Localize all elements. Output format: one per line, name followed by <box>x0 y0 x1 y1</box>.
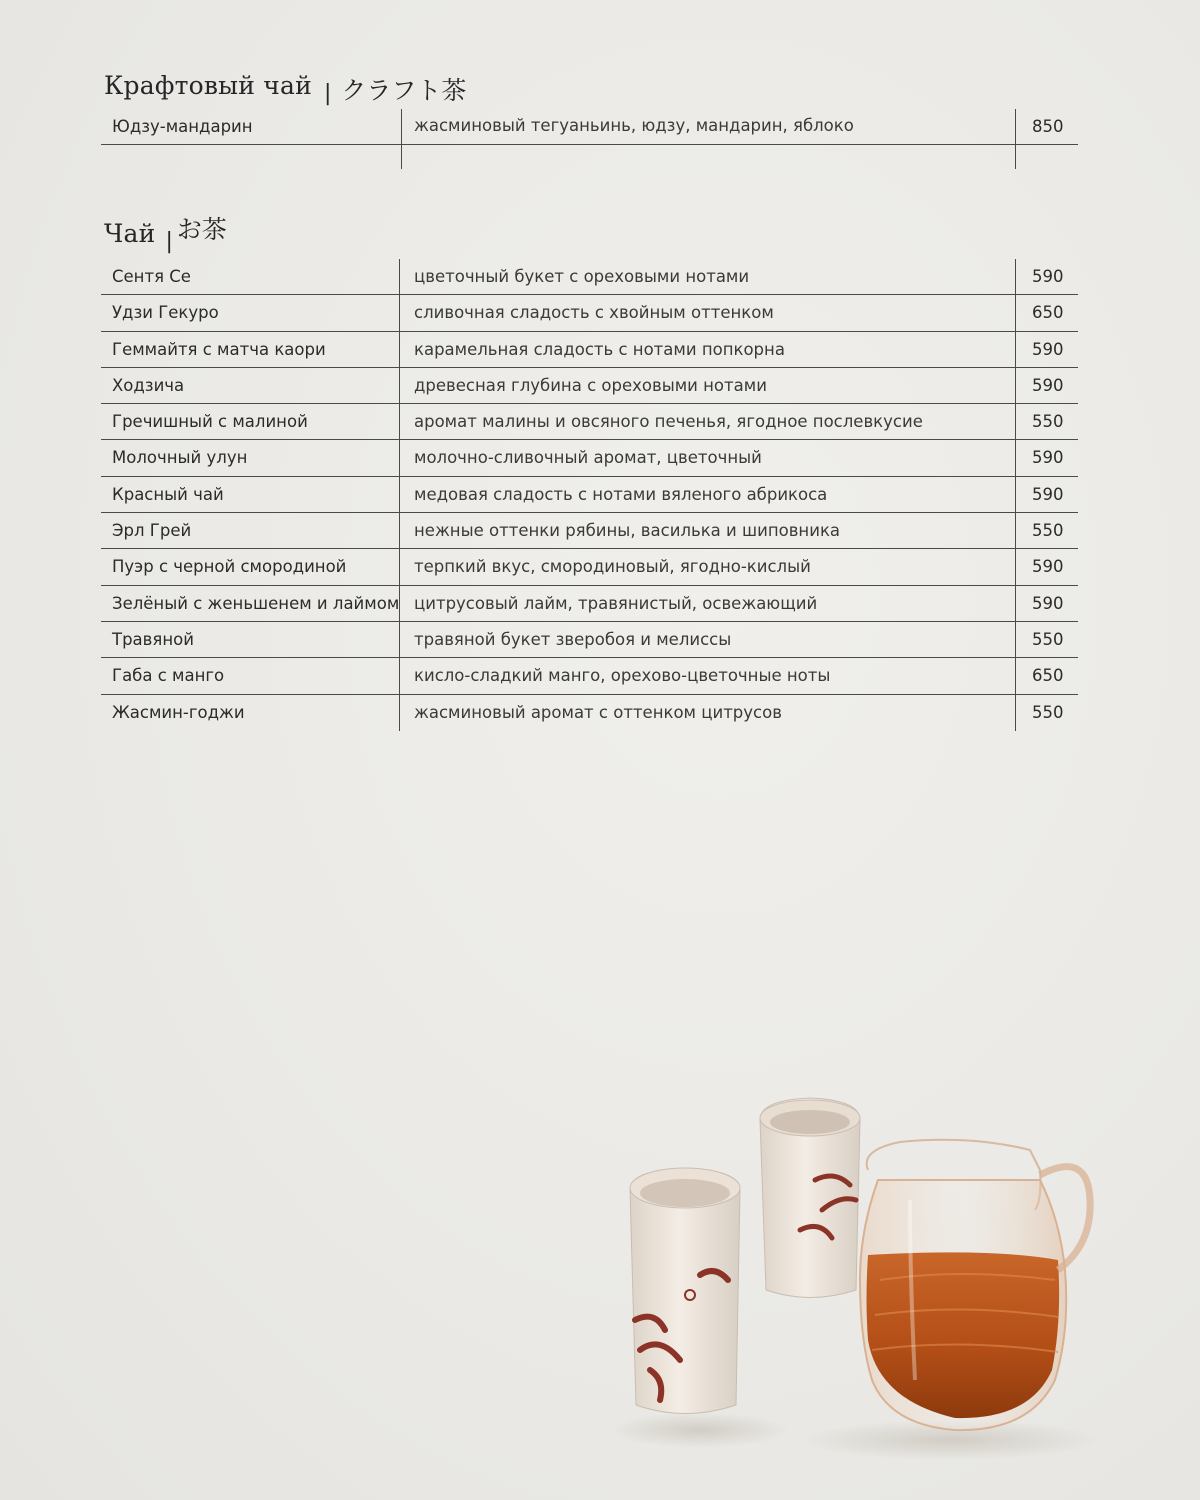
menu-row <box>101 622 1078 658</box>
item-name: Габа с манго <box>112 666 225 686</box>
item-name: Юдзу-мандарин <box>112 117 253 136</box>
column-divider <box>399 259 400 731</box>
item-price: 650 <box>1032 666 1064 686</box>
menu-row <box>101 549 1078 585</box>
item-name: Красный чай <box>112 484 224 504</box>
menu-row <box>101 695 1078 731</box>
craft-tea-heading <box>104 64 467 106</box>
item-description: жасминовый аромат с оттенком цитрусов <box>414 702 782 722</box>
glass-pitcher <box>860 1140 1090 1430</box>
item-price: 550 <box>1032 412 1064 432</box>
menu-row <box>101 586 1078 622</box>
item-price: 590 <box>1032 557 1064 577</box>
menu-row <box>101 513 1078 549</box>
menu-row <box>101 440 1078 476</box>
tea-title-jp: お茶 <box>176 215 227 244</box>
item-price: 550 <box>1032 521 1064 541</box>
item-description: кисло-сладкий манго, орехово-цветочные ноты <box>414 666 831 686</box>
item-price: 550 <box>1032 629 1064 649</box>
menu-row <box>101 404 1078 440</box>
tea-cups-and-glass-pitcher-photo <box>610 1080 1110 1460</box>
tea-title: Чай <box>104 219 156 248</box>
column-divider <box>1015 109 1016 169</box>
menu-row <box>101 477 1078 513</box>
menu-row <box>101 109 1078 145</box>
item-name: Молочный улун <box>112 448 248 468</box>
item-price: 590 <box>1032 448 1064 468</box>
item-name: Гречишный с малиной <box>112 412 308 432</box>
tea-table <box>101 259 1078 731</box>
item-description: жасминовый тегуаньинь, юдзу, мандарин, яблоко <box>414 116 854 135</box>
item-name: Травяной <box>112 629 194 649</box>
item-name: Жасмин-годжи <box>112 702 245 722</box>
item-price: 590 <box>1032 375 1064 395</box>
item-description: карамельная сладость с нотами попкорна <box>414 339 785 359</box>
column-divider <box>401 109 402 169</box>
column-divider <box>1015 259 1016 731</box>
item-description: травяной букет зверобоя и мелиссы <box>414 629 732 649</box>
item-name: Геммайтя с матча каори <box>112 339 326 359</box>
back-cup <box>760 1098 860 1298</box>
menu-row <box>101 295 1078 331</box>
item-description: сливочная сладость с хвойным оттенком <box>414 303 774 323</box>
item-price: 650 <box>1032 303 1064 323</box>
craft-tea-title: Крафтовый чай <box>104 71 312 100</box>
item-price: 590 <box>1032 484 1064 504</box>
craft-tea-table <box>101 109 1078 145</box>
item-price: 590 <box>1032 339 1064 359</box>
title-separator: | <box>165 229 173 254</box>
item-price: 850 <box>1032 117 1064 136</box>
item-description: аромат малины и овсяного печенья, ягодное послевкусие <box>414 412 923 432</box>
item-description: нежные оттенки рябины, василька и шиповника <box>414 521 841 541</box>
item-name: Удзи Гекуро <box>112 303 219 323</box>
item-name: Эрл Грей <box>112 521 192 541</box>
menu-row <box>101 332 1078 368</box>
item-price: 550 <box>1032 702 1064 722</box>
menu-row <box>101 368 1078 404</box>
item-description: молочно-сливочный аромат, цветочный <box>414 448 762 468</box>
menu-row <box>101 658 1078 694</box>
item-name: Зелёный с женьшенем и лаймом <box>112 593 400 613</box>
item-name: Пуэр с черной смородиной <box>112 557 347 577</box>
item-description: терпкий вкус, смородиновый, ягодно-кислый <box>414 557 811 577</box>
menu-row <box>101 259 1078 295</box>
item-description: медовая сладость с нотами вяленого абрикоса <box>414 484 828 504</box>
item-price: 590 <box>1032 267 1064 286</box>
front-cup <box>630 1168 740 1414</box>
tea-heading <box>104 212 227 254</box>
title-separator: | <box>323 81 332 106</box>
item-price: 590 <box>1032 593 1064 613</box>
item-description: цветочный букет с ореховыми нотами <box>414 267 750 286</box>
item-name: Сентя Се <box>112 267 191 286</box>
craft-tea-title-jp: クラフト茶 <box>341 76 467 105</box>
item-description: древесная глубина с ореховыми нотами <box>414 375 767 395</box>
item-name: Ходзича <box>112 375 185 395</box>
item-description: цитрусовый лайм, травянистый, освежающий <box>414 593 818 613</box>
